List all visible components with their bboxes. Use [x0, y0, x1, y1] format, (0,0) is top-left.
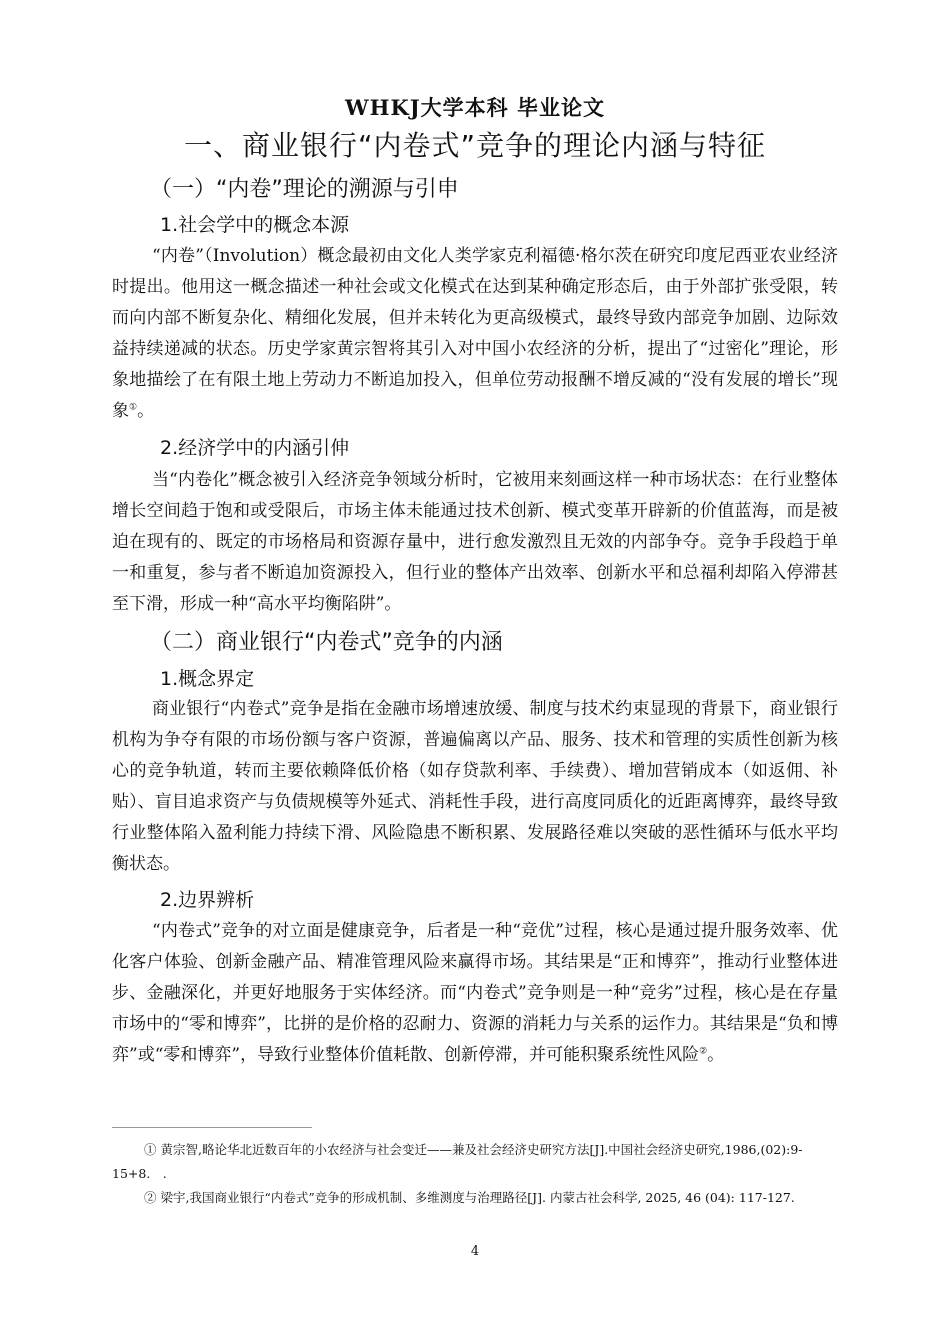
subsection-title-2-1: 1.概念界定 [160, 668, 255, 690]
subsection-title-1-2: 2.经济学中的内涵引伸 [160, 437, 350, 459]
subsection-title-1-1: 1.社会学中的概念本源 [160, 214, 350, 236]
paragraph-tail: 。 [137, 401, 155, 421]
paragraph-2-1: 商业银行“内卷式”竞争是指在金融市场增速放缓、制度与技术约束显现的背景下，商业银行机构为争夺有限的市场份额与客户资源，普遍偏离以产品、服务、技术和管理的实质性创新为核心的竞争轨道，转而主要依赖降低价格（如存贷款利率、手续费）、增加营销成本（如返佣、补贴）、盲目追求资产与负债规模等外延式、消耗性手段，进行高度同质化的近距离博弈，最终导致行业整体陷入盈利能力持续下滑、风险隐患不断积累、发展路径难以突破的恶性循环与低水平均衡状态。 [112, 699, 838, 874]
footnote-1: ① 黄宗智,略论华北近数百年的小农经济与社会变迁——兼及社会经济史研究方法[J].中国社会经济史研究,1986,(02):9-15+8. . [112, 1142, 803, 1181]
paragraph-1-2: 当“内卷化”概念被引入经济竞争领域分析时，它被用来刻画这样一种市场状态：在行业整体增长空间趋于饱和或受限后，市场主体未能通过技术创新、模式变革开辟新的价值蓝海，而是被迫在现有的、既定的市场格局和资源存量中，进行愈发激烈且无效的内部争夺。竞争手段趋于单一和重复，参与者不断追加资源投入，但行业的整体产出效率、创新水平和总福利却陷入停滞甚至下滑，形成一种“高水平均衡陷阱”。 [112, 470, 838, 614]
paragraph-tail: 。 [707, 1045, 725, 1065]
page-number: 4 [470, 1244, 480, 1259]
section-title-2: （二）商业银行“内卷式”竞争的内涵 [150, 630, 503, 655]
paragraph-1-1 [112, 241, 838, 427]
subsection-title-2-2: 2.边界辨析 [160, 889, 255, 911]
chapter-title: 一、商业银行“内卷式”竞争的理论内涵与特征 [183, 129, 766, 162]
paragraph-2-2 [112, 916, 838, 1071]
paragraph-text: “内卷式”竞争的对立面是健康竞争，后者是一种“竞优”过程，核心是通过提升服务效率、优化客户体验、创新金融产品、精准管理风险来赢得市场。其结果是“正和博弈”，推动行业整体进步、金融深化，并更好地服务于实体经济。而“内卷式”竞争则是一种“竞劣”过程，核心是在存量市场中的“零和博弈”，比拼的是价格的忍耐力、资源的消耗力与关系的运作力。其结果是“负和博弈”或“零和博弈”，导致行业整体价值耗散、创新停滞，并可能积聚系统性风险 [112, 921, 838, 1065]
footnote-separator [112, 1127, 312, 1128]
footnote-2: ② 梁宇,我国商业银行“内卷式”竞争的形成机制、多维测度与治理路径[J]. 内蒙古社会科学, 2025, 46 (04): 117-127. [144, 1190, 795, 1205]
section-title-1: （一）“内卷”理论的溯源与引申 [150, 177, 459, 202]
footnote-ref-1[interactable]: ① [129, 402, 138, 413]
footnote-ref-2[interactable]: ② [699, 1046, 708, 1057]
running-header: WHKJ大学本科 毕业论文 [345, 95, 605, 120]
paragraph-text: “内卷”（Involution）概念最初由文化人类学家克利福德·格尔茨在研究印度尼西亚农业经济时提出。他用这一概念描述一种社会或文化模式在达到某种确定形态后，由于外部扩张受限，转而向内部不断复杂化、精细化发展，但并未转化为更高级模式，最终导致内部竞争加剧、边际效益持续递减的状态。历史学家黄宗智将其引入对中国小农经济的分析，提出了“过密化”理论，形象地描绘了在有限土地上劳动力不断追加投入，但单位劳动报酬不增反减的“没有发展的增长”现象 [112, 246, 838, 421]
